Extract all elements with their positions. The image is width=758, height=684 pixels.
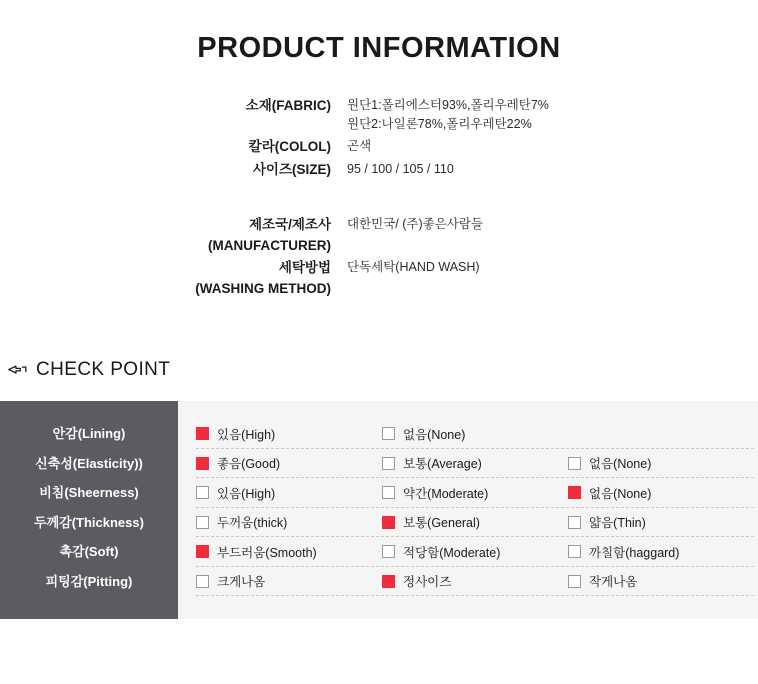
checkpoint-option-soft-2[interactable] [568,543,754,561]
checkpoint-row-label-elasticity: 신축성(Elasticity)) [35,455,143,471]
checkpoint-option-pitting-0[interactable] [196,572,382,590]
checkpoint-option-elasticity-2[interactable] [568,454,754,472]
checkpoint-row-label-pitting: 피팅감(Pitting) [45,573,133,589]
checkpoint-table [0,401,758,619]
spec-label-color: 칼라(COLOL) [248,138,331,154]
product-spec-table [0,95,758,301]
checkpoint-option-elasticity-0[interactable] [196,454,382,472]
checkpoint-option-thickness-1[interactable] [382,513,568,531]
hand-pointer-icon [8,362,27,381]
checkpoint-option-label: 있음(High) [217,486,276,501]
checkbox-icon[interactable] [196,575,209,588]
checkpoint-option-label: 보통(General) [403,516,480,531]
checkpoint-option-label: 적당함(Moderate) [403,545,501,560]
checkpoint-row-label-soft: 촉감(Soft) [59,544,119,560]
checkbox-icon[interactable] [568,575,581,588]
checkbox-icon[interactable] [382,545,395,558]
checkpoint-option-sheerness-2[interactable] [568,484,754,502]
checkpoint-option-pitting-2[interactable] [568,572,754,590]
checkpoint-option-lining-1[interactable] [382,425,568,443]
spec-row-washing [0,257,758,301]
checkpoint-option-thickness-0[interactable] [196,513,382,531]
spec-value-manufacturer: 대한민국/ (주)좋은사람들 [347,216,484,231]
spec-value-fabric-line2: 원단2:나일론78%,폴리우레탄22% [347,117,532,132]
checkpoint-row-thickness [196,508,754,538]
checkpoint-row-sheerness [196,478,754,508]
checkpoint-row-label-thickness: 두께감(Thickness) [34,514,144,530]
checkbox-icon[interactable] [382,486,395,499]
checkbox-icon[interactable] [382,516,395,529]
spec-label-fabric: 소재(FABRIC) [245,98,331,113]
checkpoint-option-sheerness-1[interactable] [382,484,568,502]
checkpoint-option-elasticity-1[interactable] [382,454,568,472]
checkbox-icon[interactable] [568,486,581,499]
checkpoint-option-pitting-1[interactable] [382,572,568,590]
checkpoint-option-label: 보통(Average) [403,457,482,472]
checkpoint-option-label: 부드러움(Smooth) [217,545,317,560]
spec-value-fabric-line1: 원단1:폴리에스터93%,폴리우레탄7% [347,98,549,112]
checkpoint-option-lining-0[interactable] [196,425,382,443]
checkpoint-heading [8,359,758,381]
spec-value-fabric [347,95,758,136]
checkbox-icon[interactable] [196,427,209,440]
checkpoint-option-label: 없음(None) [589,486,652,501]
spec-label-washing-line2: (WASHING METHOD) [195,281,331,297]
spec-value-washing: 단독세탁(HAND WASH) [347,260,480,275]
checkpoint-row-elasticity [196,449,754,479]
checkbox-icon[interactable] [568,457,581,470]
spec-row-manufacturer [0,214,758,258]
checkpoint-option-label: 까칠함(haggard) [589,545,680,560]
checkbox-icon[interactable] [382,457,395,470]
checkpoint-row-pitting [196,567,754,597]
spec-label-manufacturer-line2: (MANUFACTURER) [208,237,331,253]
checkbox-icon[interactable] [196,545,209,558]
spec-value-color: 곤색 [347,138,372,153]
checkpoint-option-label: 크게나옴 [217,575,266,590]
checkpoint-option-label: 두꺼움(thick) [217,516,288,531]
checkbox-icon[interactable] [568,516,581,529]
spec-label-size: 사이즈(SIZE) [252,161,331,177]
checkpoint-option-sheerness-0[interactable] [196,484,382,502]
checkbox-icon[interactable] [196,516,209,529]
checkpoint-option-soft-1[interactable] [382,543,568,561]
checkpoint-option-label: 있음(High) [217,427,276,442]
checkpoint-row-soft [196,537,754,567]
spec-label-washing [0,257,347,301]
spec-row-fabric [0,95,758,136]
checkbox-icon[interactable] [382,575,395,588]
checkpoint-row-label-lining: 안감(Lining) [52,426,126,442]
spec-label-manufacturer [0,214,347,258]
checkpoint-row-lining [196,419,754,449]
checkpoint-option-label: 없음(None) [589,457,652,472]
checkpoint-option-label: 정사이즈 [403,575,452,590]
spec-label-manufacturer-line1: 제조국/제조사 [249,216,331,232]
checkpoint-option-label: 좋음(Good) [217,457,281,472]
checkpoint-label-column [0,401,178,619]
checkbox-icon[interactable] [196,486,209,499]
spec-row-color [0,136,758,159]
checkpoint-row-label-sheerness: 비침(Sheerness) [39,485,139,501]
checkpoint-option-label: 작게나옴 [589,575,638,590]
spec-row-spacer [0,182,758,214]
checkpoint-option-label: 없음(None) [403,427,466,442]
checkbox-icon[interactable] [196,457,209,470]
checkpoint-option-label: 얇음(Thin) [589,516,646,531]
checkpoint-options-column [178,401,758,619]
checkbox-icon[interactable] [382,427,395,440]
checkpoint-option-soft-0[interactable] [196,543,382,561]
checkpoint-option-thickness-2[interactable] [568,513,754,531]
page-title: PRODUCT INFORMATION [197,32,561,64]
spec-value-size: 95 / 100 / 105 / 110 [347,161,454,176]
checkbox-icon[interactable] [568,545,581,558]
spec-row-size [0,159,758,182]
spec-label-washing-line1: 세탁방법 [278,260,331,276]
checkpoint-label: CHECK POINT [36,359,171,381]
checkpoint-option-label: 약간(Moderate) [403,486,489,501]
